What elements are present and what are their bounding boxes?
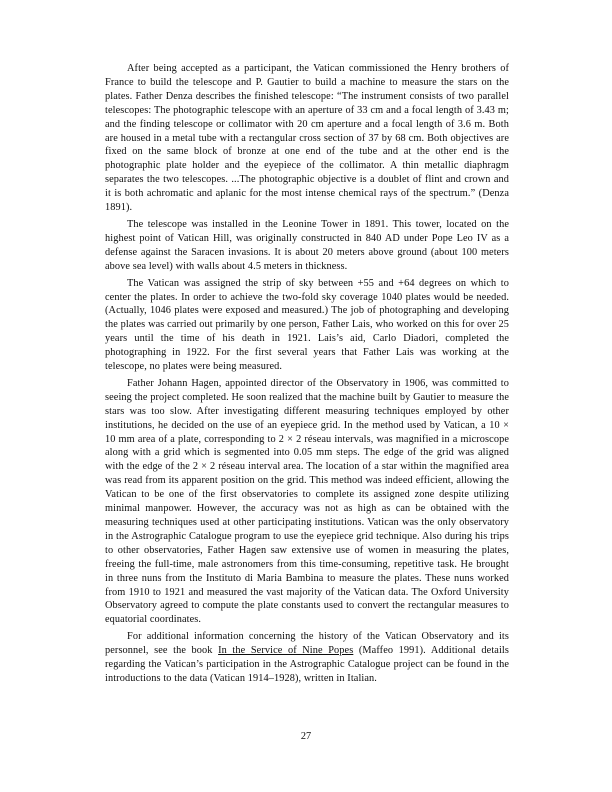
book-title-underlined: In the Service of Nine Popes [218, 645, 354, 657]
paragraph-further-reading [105, 630, 509, 686]
page-number: 27 [300, 731, 312, 742]
further-reading-text-before: For additional information concerning the history of the Vatican Observatory and its personnel, see the book [105, 631, 509, 657]
paragraph-assigned-sky-strip: The Vatican was assigned the strip of sky between +55 and +64 degrees on which to center the plates. In order to achieve the two-fold sky coverage 1040 plates would be needed. (Actually, 1046 plates were exposed and measured.) The job of photographing and developing the plates was carried out primarily by one person, Father Lais, who worked on this for over 25 years until the time of his death in 1921. Lais’s aid, Carlo Diadori, completed the photographing in 1922. For the first several years that Father Lais was working at the telescope, no plates were being measured. [105, 277, 509, 373]
body-text [105, 62, 509, 686]
paragraph-leonine-tower: The telescope was installed in the Leonine Tower in 1891. This tower, located on the highest point of Vatican Hill, was originally constructed in 840 AD under Pope Leo IV as a defense against the Saracen invasions. It is about 20 meters above ground (about 100 meters above sea level) with walls about 4.5 meters in thickness. [105, 218, 509, 272]
paragraph-telescope-commission: After being accepted as a participant, the Vatican commissioned the Henry brothers of France to build the telescope and P. Gautier to build a machine to measure the stars on the plates. Father Denza describes the finished telescope: “The instrument consists of two parallel telescopes: The photographic telescope with an aperture of 33 cm and a focal length of 3.43 m; and the finding telescope or collimator with 20 cm aperture and a focal length of 3.6 m. Both are housed in a metal tube with a rectangular cross section of 37 by 68 cm. Both objectives are fixed on the same block of bronze at one end of the tube and at the other end is the photographic plate holder and the eyepiece of the collimator. A thin metallic diaphragm separates the two telescopes. ...The photographic objective is a doublet of flint and crown and it is both achromatic and aplanic for the most intense chemical rays of the spectrum.” (Denza 1891). [105, 63, 509, 214]
further-reading-text-after: (Maffeo 1991). Additional details regarding the Vatican’s participation in the Astrographic Catalogue project can be found in the introductions to the data (Vatican 1914–1928), written in Italian. [105, 645, 509, 684]
paragraph-hagen-eyepiece-grid: Father Johann Hagen, appointed director of the Observatory in 1906, was committed to seeing the project completed. He soon realized that the machine built by Gautier to measure the stars was too slow. After investigating different measuring techniques employed by other institutions, he decided on the use of an eyepiece grid. In the method used by Vatican, a 10 × 10 mm area of a plate, corresponding to 2 × 2 réseau intervals, was magnified in a microscope along with a grid which is segmented into 0.05 mm steps. The edge of the grid was aligned with the edge of the 2 × 2 réseau interval area. The location of a star within the magnified area was read from its apparent position on the grid. This method was indeed efficient, allowing the Vatican to be one of the first observatories to complete its assigned zone despite utilizing minimal manpower. However, the accuracy was not as high as can be obtained with the measuring techniques used at other participating institutions. Vatican was the only observatory in the Astrographic Catalogue program to use the eyepiece grid technique. Also during his trips to other observatories, Father Hagen saw extensive use of women in measuring the plates, freeing the full-time, male astronomers from this time-consuming, repetitive task. He brought in three nuns from the Instituto di Maria Bambina to measure the plates. These nuns worked from 1910 to 1921 and measured the vast majority of the Vatican data. The Oxford University Observatory agreed to compute the plate constants used to convert the rectangular measures to equatorial coordinates. [105, 377, 509, 626]
